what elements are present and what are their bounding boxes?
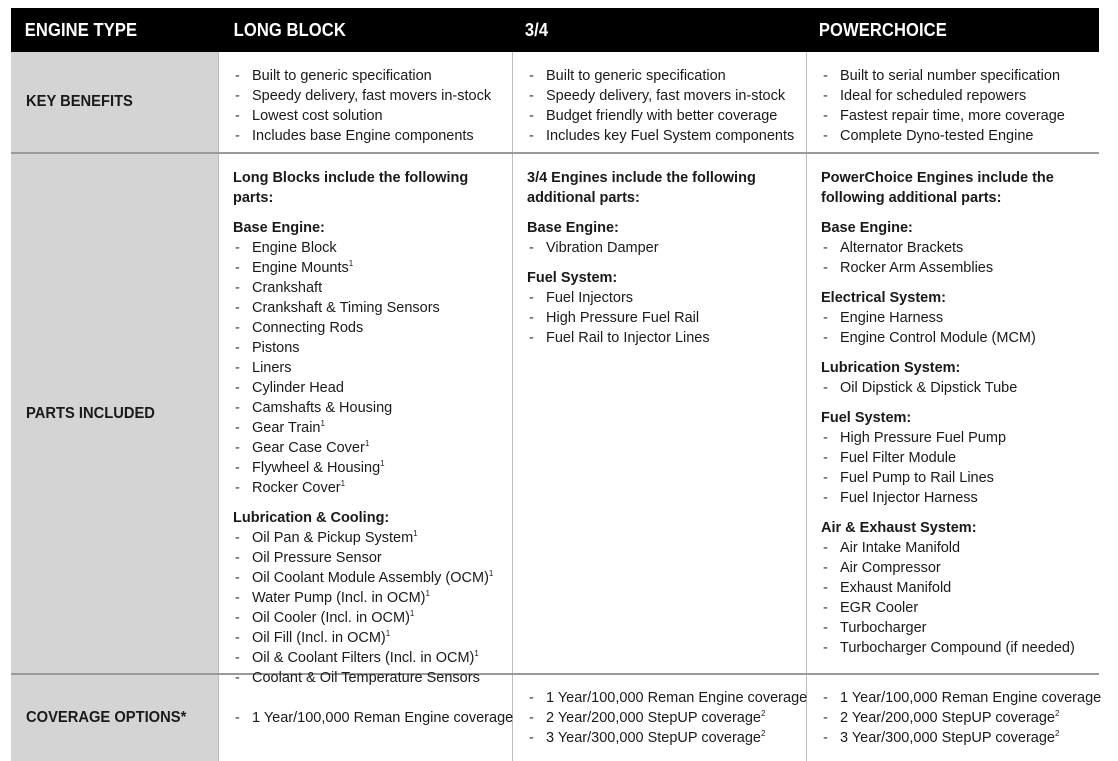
footnote-marker: 1: [385, 629, 391, 638]
header-long-block: LONG BLOCK: [233, 19, 346, 40]
parts-group-title: Lubrication System:: [821, 360, 961, 376]
parts-group-title: Air & Exhaust System:: [821, 520, 977, 536]
list-item-text: Built to generic specification: [252, 68, 432, 84]
list-item-text: Air Compressor: [840, 560, 941, 576]
list-item-text: Flywheel & Housing: [252, 460, 381, 476]
list-item-text: Oil Dipstick & Dipstick Tube: [840, 380, 1018, 396]
footnote-marker: 1: [320, 419, 325, 428]
list-item: [527, 288, 806, 308]
parts-group: [233, 508, 512, 688]
parts-group: [821, 408, 1099, 508]
footnote-marker: 1: [413, 529, 418, 538]
list-item-text: Camshafts & Housing: [252, 400, 393, 416]
list-item-text: Speedy delivery, fast movers in-stock: [252, 88, 492, 104]
list-item-text: Pistons: [252, 340, 300, 356]
footnote-marker: 1: [425, 589, 430, 598]
powerchoice-benefits-cell: [806, 52, 1099, 152]
list-item: [821, 308, 1099, 328]
parts-group-list: [527, 238, 806, 258]
long-block-parts-cell: [218, 154, 512, 686]
list-item: [233, 338, 512, 358]
list-item-text: Fuel Rail to Injector Lines: [546, 330, 710, 346]
list-item: [233, 608, 512, 628]
three-quarter-benefits-list: [527, 66, 806, 146]
list-item: [821, 578, 1099, 598]
list-item: [233, 708, 512, 728]
list-item: [821, 538, 1099, 558]
list-item: [527, 238, 806, 258]
parts-group: [821, 518, 1099, 658]
list-item-text: Fuel Injector Harness: [840, 490, 978, 506]
list-item: [233, 258, 512, 278]
parts-included-row: [11, 154, 1099, 686]
coverage-options-row: [11, 675, 1102, 761]
parts-group-title: Base Engine:: [527, 220, 619, 236]
list-item: [821, 238, 1099, 258]
list-item-text: Cylinder Head: [252, 380, 344, 396]
three-quarter-parts-intro-line1: 3/4 Engines include the following: [527, 170, 756, 186]
parts-included-label: [11, 154, 218, 673]
header-powerchoice: POWERCHOICE: [818, 19, 947, 40]
list-item-text: Fastest repair time, more coverage: [840, 108, 1065, 124]
list-item-text: Fuel Injectors: [546, 290, 634, 306]
list-item-text: Built to serial number specification: [840, 68, 1061, 84]
list-item: [233, 418, 512, 438]
list-item: [233, 398, 512, 418]
list-item: [821, 708, 1099, 728]
list-item: [821, 598, 1099, 618]
list-item-text: Fuel Filter Module: [840, 450, 957, 466]
parts-group-title: Base Engine:: [821, 220, 913, 236]
list-item: [233, 528, 512, 548]
list-item: [821, 728, 1099, 748]
list-item: [821, 448, 1099, 468]
list-item-text: Turbocharger: [840, 620, 927, 636]
footnote-marker: 2: [761, 729, 766, 738]
powerchoice-coverage-cell: [806, 675, 1102, 761]
list-item-text: Coolant & Oil Temperature Sensors: [252, 670, 480, 686]
list-item: [527, 728, 806, 748]
list-item-text: Ideal for scheduled repowers: [840, 88, 1027, 104]
list-item-text: High Pressure Fuel Pump: [840, 430, 1007, 446]
list-item: [821, 258, 1099, 278]
key-benefits-label-text: KEY BENEFITS: [26, 93, 133, 110]
three-quarter-coverage-cell: [512, 675, 806, 761]
list-item-text: 2 Year/200,000 StepUP coverage: [546, 710, 761, 726]
list-item-text: Gear Case Cover: [252, 440, 365, 456]
list-item-text: Engine Harness: [840, 310, 944, 326]
list-item-text: Oil Coolant Module Assembly (OCM): [252, 570, 489, 586]
long-block-benefits-list: [233, 66, 512, 146]
list-item-text: Exhaust Manifold: [840, 580, 952, 596]
list-item-text: Vibration Damper: [546, 240, 659, 256]
list-item-text: Oil & Coolant Filters (Incl. in OCM): [252, 650, 475, 666]
list-item-text: EGR Cooler: [840, 600, 919, 616]
list-item-text: High Pressure Fuel Rail: [546, 310, 700, 326]
parts-group-title: Base Engine:: [233, 220, 325, 236]
list-item: [821, 488, 1099, 508]
parts-group: [821, 358, 1099, 398]
list-item-text: Oil Pressure Sensor: [252, 550, 382, 566]
list-item-text: Crankshaft & Timing Sensors: [252, 300, 440, 316]
list-item: [527, 328, 806, 348]
list-item: [821, 328, 1099, 348]
list-item: [527, 66, 806, 86]
list-item: [233, 478, 512, 498]
powerchoice-parts-cell: [806, 154, 1099, 673]
three-quarter-parts-intro: [527, 168, 806, 208]
list-item: [821, 126, 1099, 146]
footnote-marker: 2: [1055, 709, 1060, 718]
three-quarter-benefits-cell: [512, 52, 806, 152]
list-item-text: 2 Year/200,000 StepUP coverage: [840, 710, 1055, 726]
footnote-marker: 1: [409, 609, 415, 618]
parts-group: [233, 218, 512, 498]
list-item-text: Liners: [252, 360, 292, 376]
list-item: [233, 568, 512, 588]
list-item: [233, 648, 512, 668]
list-item-text: Gear Train: [252, 420, 321, 436]
footnote-marker: 1: [474, 649, 479, 658]
parts-group: [821, 288, 1099, 348]
header-three-quarter: 3/4: [524, 19, 549, 40]
list-item: [527, 688, 806, 708]
list-item: [821, 106, 1099, 126]
list-item: [821, 378, 1099, 398]
list-item-text: 1 Year/100,000 Reman Engine coverage: [840, 690, 1102, 706]
powerchoice-coverage-list: [821, 688, 1102, 748]
footnote-marker: 2: [1055, 729, 1060, 738]
list-item: [233, 378, 512, 398]
list-item-text: Crankshaft: [252, 280, 323, 296]
list-item-text: Rocker Cover: [252, 480, 341, 496]
list-item: [233, 358, 512, 378]
list-item: [233, 458, 512, 478]
footnote-marker: 1: [348, 259, 354, 268]
list-item-text: Budget friendly with better coverage: [546, 108, 778, 124]
parts-group-list: [233, 238, 512, 498]
list-item-text: 3 Year/300,000 StepUP coverage: [840, 730, 1055, 746]
list-item: [821, 638, 1099, 658]
list-item-text: Air Intake Manifold: [840, 540, 961, 556]
list-item-text: Lowest cost solution: [252, 108, 383, 124]
list-item: [233, 86, 512, 106]
footnote-marker: 1: [364, 439, 370, 448]
parts-group-list: [233, 528, 512, 688]
list-item: [821, 428, 1099, 448]
powerchoice-parts-intro-line1: PowerChoice Engines include the: [821, 170, 1054, 186]
list-item: [821, 558, 1099, 578]
list-item: [233, 298, 512, 318]
footnote-marker: 1: [340, 479, 346, 488]
list-item-text: Fuel Pump to Rail Lines: [840, 470, 994, 486]
list-item: [527, 708, 806, 728]
parts-group-list: [821, 378, 1099, 398]
long-block-parts-intro: [233, 168, 512, 208]
powerchoice-benefits-list: [821, 66, 1099, 146]
long-block-benefits-cell: [218, 52, 512, 152]
list-item-text: Oil Cooler (Incl. in OCM): [252, 610, 410, 626]
three-quarter-parts-intro-line2: additional parts:: [527, 190, 640, 206]
list-item-text: Includes key Fuel System components: [546, 128, 795, 144]
key-benefits-label: [11, 52, 218, 152]
parts-included-label-text: PARTS INCLUDED: [26, 404, 155, 422]
footnote-marker: 2: [761, 709, 766, 718]
list-item-text: Complete Dyno-tested Engine: [840, 128, 1034, 144]
list-item: [233, 238, 512, 258]
list-item: [233, 106, 512, 126]
long-block-parts-intro-text: Long Blocks include the following parts:: [233, 170, 469, 206]
list-item: [527, 86, 806, 106]
long-block-parts-groups: [233, 218, 512, 688]
coverage-options-label-text: COVERAGE OPTIONS*: [26, 709, 187, 726]
list-item: [233, 628, 512, 648]
list-item-text: Rocker Arm Assemblies: [840, 260, 994, 276]
list-item-text: Oil Pan & Pickup System: [252, 530, 414, 546]
list-item-text: Water Pump (Incl. in OCM): [252, 590, 426, 606]
list-item-text: Oil Fill (Incl. in OCM): [252, 630, 386, 646]
list-item-text: Speedy delivery, fast movers in-stock: [546, 88, 786, 104]
powerchoice-parts-intro-line2: following additional parts:: [821, 190, 1002, 206]
table-header-row: [11, 8, 1099, 52]
list-item: [233, 126, 512, 146]
parts-group-title: Fuel System:: [527, 270, 618, 286]
powerchoice-parts-intro: [821, 168, 1099, 208]
long-block-coverage-list: [233, 708, 512, 728]
list-item-text: Engine Block: [252, 240, 337, 256]
list-item-text: 1 Year/100,000 Reman Engine coverage: [546, 690, 808, 706]
list-item: [233, 588, 512, 608]
list-item-text: Turbocharger Compound (if needed): [840, 640, 1075, 656]
list-item: [821, 688, 1102, 708]
header-engine-type: ENGINE TYPE: [24, 19, 138, 40]
list-item: [233, 438, 512, 458]
list-item: [527, 106, 806, 126]
three-quarter-parts-groups: [527, 218, 806, 348]
list-item-text: 1 Year/100,000 Reman Engine coverage: [252, 710, 514, 726]
parts-group: [821, 218, 1099, 278]
parts-group: [527, 268, 806, 348]
list-item-text: Engine Control Module (MCM): [840, 330, 1036, 346]
parts-group: [527, 218, 806, 258]
list-item: [233, 278, 512, 298]
list-item: [821, 618, 1099, 638]
parts-group-list: [821, 238, 1099, 278]
list-item-text: Engine Mounts: [252, 260, 349, 276]
list-item-text: Built to generic specification: [546, 68, 726, 84]
parts-group-list: [821, 538, 1099, 658]
list-item: [527, 308, 806, 328]
engine-comparison-table: [11, 8, 1102, 761]
list-item: [527, 126, 806, 146]
footnote-marker: 1: [380, 459, 385, 468]
parts-group-title: Fuel System:: [821, 410, 912, 426]
list-item: [233, 548, 512, 568]
list-item: [821, 66, 1099, 86]
coverage-options-label: [11, 675, 218, 761]
list-item: [233, 66, 512, 86]
list-item-text: Connecting Rods: [252, 320, 364, 336]
key-benefits-row: [11, 52, 1099, 154]
parts-group-list: [527, 288, 806, 348]
list-item: [233, 318, 512, 338]
three-quarter-coverage-list: [527, 688, 806, 748]
footnote-marker: 1: [488, 569, 494, 578]
powerchoice-parts-groups: [821, 218, 1099, 658]
three-quarter-parts-cell: [512, 154, 806, 673]
parts-group-title: Lubrication & Cooling:: [233, 510, 390, 526]
list-item-text: 3 Year/300,000 StepUP coverage: [546, 730, 761, 746]
parts-group-list: [821, 308, 1099, 348]
list-item: [233, 668, 512, 688]
parts-group-title: Electrical System:: [821, 290, 946, 306]
list-item-text: Includes base Engine components: [252, 128, 474, 144]
parts-group-list: [821, 428, 1099, 508]
list-item: [821, 86, 1099, 106]
list-item: [821, 468, 1099, 488]
list-item-text: Alternator Brackets: [840, 240, 964, 256]
